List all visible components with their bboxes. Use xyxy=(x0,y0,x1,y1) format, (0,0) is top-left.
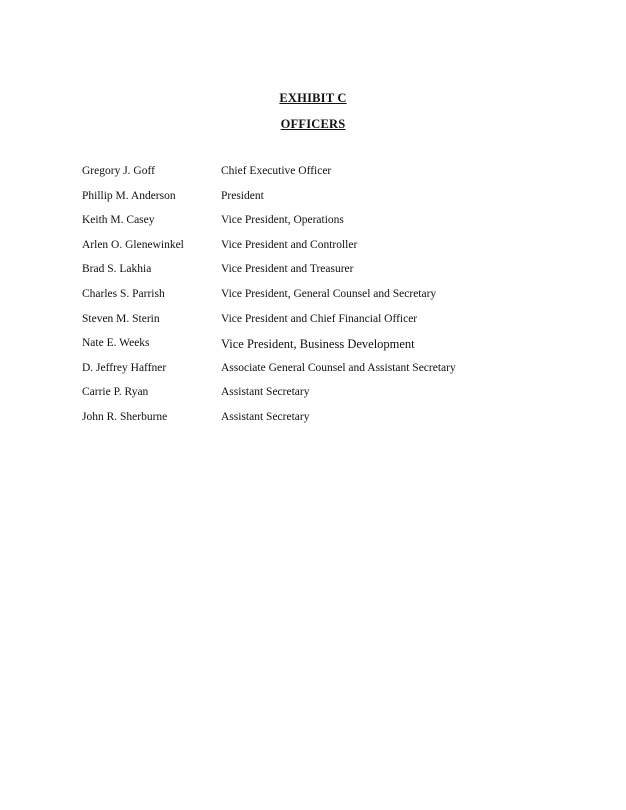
officer-row xyxy=(82,165,552,190)
officer-row xyxy=(82,386,552,411)
officer-title: Vice President and Treasurer xyxy=(221,263,354,276)
officer-name: Phillip M. Anderson xyxy=(82,189,176,202)
officer-name: Steven M. Sterin xyxy=(82,312,160,325)
officer-row xyxy=(82,362,552,387)
officer-name: Gregory J. Goff xyxy=(82,165,155,177)
officer-name: D. Jeffrey Haffner xyxy=(82,361,167,374)
exhibit-heading: EXHIBIT C xyxy=(279,91,347,105)
officer-row xyxy=(82,337,552,362)
officer-title: Vice President, Operations xyxy=(221,214,344,227)
officer-name: Nate E. Weeks xyxy=(82,337,150,350)
officer-row xyxy=(82,288,552,313)
officer-row xyxy=(82,411,552,436)
officer-name: Arlen O. Glenewinkel xyxy=(82,238,184,251)
officer-row xyxy=(82,214,552,239)
officer-name: Keith M. Casey xyxy=(82,214,155,227)
officer-title: Vice President and Controller xyxy=(221,238,358,251)
officer-title: Assistant Secretary xyxy=(221,410,310,423)
officer-name: John R. Sherburne xyxy=(82,410,168,423)
section-heading: OFFICERS xyxy=(280,117,346,131)
officer-row xyxy=(82,263,552,288)
officer-name: Brad S. Lakhia xyxy=(82,263,152,276)
officer-name: Charles S. Parrish xyxy=(82,287,165,300)
officers-list xyxy=(82,165,552,436)
officer-row xyxy=(82,190,552,215)
officer-title: President xyxy=(221,189,264,202)
officer-title: Vice President, General Counsel and Secretary xyxy=(221,287,437,300)
officer-title: Vice President and Chief Financial Officer xyxy=(221,312,418,325)
officer-title: Associate General Counsel and Assistant Secretary xyxy=(221,361,456,374)
officer-row xyxy=(82,313,552,338)
officer-title: Chief Executive Officer xyxy=(221,165,332,177)
officer-title: Assistant Secretary xyxy=(221,386,310,399)
officer-name: Carrie P. Ryan xyxy=(82,386,149,399)
officer-title: Vice President, Business Development xyxy=(221,337,415,352)
officer-row xyxy=(82,239,552,264)
